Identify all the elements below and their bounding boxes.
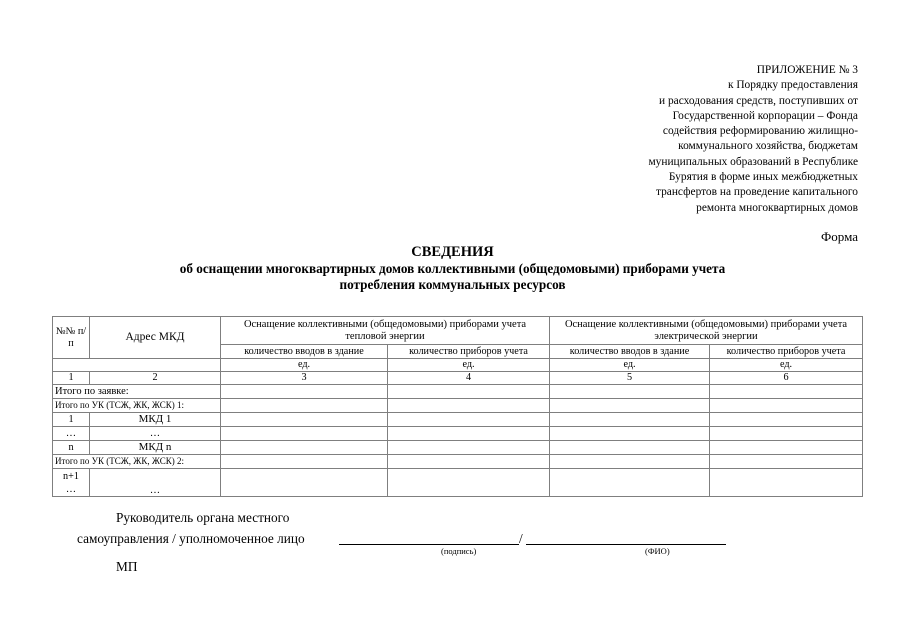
table-cell bbox=[388, 413, 550, 427]
unit-cell: ед. bbox=[388, 359, 550, 372]
appendix-line: ПРИЛОЖЕНИЕ № 3 bbox=[756, 64, 858, 76]
total-uk2-label: Итого по УК (ТСЖ, ЖК, ЖСК) 2: bbox=[53, 455, 221, 469]
document-title bbox=[0, 244, 905, 293]
table-cell bbox=[710, 385, 863, 399]
table-cell bbox=[221, 469, 388, 497]
table-cell bbox=[388, 455, 550, 469]
title-line-2: потребления коммунальных ресурсов bbox=[339, 277, 566, 292]
title-line-1: об оснащении многоквартирных домов коллективными (общедомовыми) приборами учета bbox=[179, 261, 726, 276]
total-by-request-label: Итого по заявке: bbox=[53, 385, 221, 399]
row-number: n+1 bbox=[63, 470, 79, 482]
header-heat-inputs: количество вводов в здание bbox=[221, 345, 388, 359]
form-label: Форма bbox=[821, 229, 858, 244]
table-cell bbox=[710, 469, 863, 497]
appendix-line: коммунального хозяйства, бюджетам bbox=[678, 140, 858, 153]
row-address-cell bbox=[90, 469, 221, 497]
table-cell bbox=[550, 469, 710, 497]
header-num: №№ п/п bbox=[53, 317, 90, 359]
column-number: 1 bbox=[53, 372, 90, 385]
table-cell bbox=[221, 427, 388, 441]
appendix-line: ремонта многоквартирных домов bbox=[696, 201, 858, 214]
total-uk1-label: Итого по УК (ТСЖ, ЖК, ЖСК) 1: bbox=[53, 399, 221, 413]
column-number: 4 bbox=[388, 372, 550, 385]
table-cell bbox=[221, 441, 388, 455]
table-cell bbox=[221, 385, 388, 399]
unit-cell: ед. bbox=[221, 359, 388, 372]
header-elec-group: Оснащение коллективными (общедомовыми) приборами учета электрической энергии bbox=[550, 317, 863, 345]
row-ellipsis: … bbox=[149, 484, 161, 496]
data-table bbox=[52, 316, 863, 497]
caption-fio: (ФИО) bbox=[645, 546, 670, 556]
appendix-line: муниципальных образований в Республике bbox=[648, 155, 858, 168]
appendix-block bbox=[558, 63, 858, 216]
row-number-multi bbox=[53, 469, 90, 497]
table-cell bbox=[388, 427, 550, 441]
signature-line-1: Руководитель органа местного bbox=[116, 510, 290, 525]
unit-cell: ед. bbox=[550, 359, 710, 372]
signature-underline bbox=[339, 544, 519, 545]
header-heat-group: Оснащение коллективными (общедомовыми) приборами учета тепловой энергии bbox=[221, 317, 550, 345]
table-cell bbox=[221, 399, 388, 413]
table-cell bbox=[550, 399, 710, 413]
row-address: МКД n bbox=[90, 441, 221, 455]
row-address: МКД 1 bbox=[90, 413, 221, 427]
header-elec-inputs: количество вводов в здание bbox=[550, 345, 710, 359]
column-number: 3 bbox=[221, 372, 388, 385]
appendix-line: Бурятия в форме иных межбюджетных bbox=[668, 171, 858, 184]
unit-spacer-cell bbox=[53, 359, 221, 372]
row-ellipsis: … bbox=[90, 427, 221, 441]
column-number: 2 bbox=[90, 372, 221, 385]
fio-underline bbox=[526, 544, 726, 545]
appendix-line: содействия реформированию жилищно- bbox=[662, 125, 858, 138]
row-number: n bbox=[53, 441, 90, 455]
table-cell bbox=[388, 469, 550, 497]
row-number: 1 bbox=[53, 413, 90, 427]
column-number: 5 bbox=[550, 372, 710, 385]
table-cell bbox=[388, 399, 550, 413]
table-cell bbox=[388, 385, 550, 399]
appendix-line: к Порядку предоставления bbox=[727, 79, 858, 92]
table-cell bbox=[550, 427, 710, 441]
signature-slash: / bbox=[519, 531, 523, 546]
caption-signature: (подпись) bbox=[441, 546, 477, 556]
table-cell bbox=[710, 399, 863, 413]
stamp-label: МП bbox=[116, 559, 138, 574]
table-cell bbox=[550, 441, 710, 455]
table-cell bbox=[550, 385, 710, 399]
column-number: 6 bbox=[710, 372, 863, 385]
table-cell bbox=[550, 455, 710, 469]
table-cell bbox=[221, 413, 388, 427]
header-heat-devices: количество приборов учета bbox=[388, 345, 550, 359]
appendix-line: и расходования средств, поступивших от bbox=[659, 94, 858, 107]
row-ellipsis: … bbox=[65, 483, 77, 495]
unit-cell: ед. bbox=[710, 359, 863, 372]
row-ellipsis: … bbox=[53, 427, 90, 441]
header-address: Адрес МКД bbox=[90, 317, 221, 359]
table-cell bbox=[710, 427, 863, 441]
table-cell bbox=[221, 455, 388, 469]
signature-line-2: самоуправления / уполномоченное лицо bbox=[77, 531, 305, 546]
table-cell bbox=[710, 413, 863, 427]
title-main: СВЕДЕНИЯ bbox=[411, 244, 494, 260]
table-cell bbox=[710, 441, 863, 455]
table-cell bbox=[388, 441, 550, 455]
appendix-line: Государственной корпорации – Фонда bbox=[672, 109, 858, 122]
table-cell bbox=[550, 413, 710, 427]
table-cell bbox=[710, 455, 863, 469]
appendix-line: трансфертов на проведение капитального bbox=[655, 186, 858, 199]
header-elec-devices: количество приборов учета bbox=[710, 345, 863, 359]
